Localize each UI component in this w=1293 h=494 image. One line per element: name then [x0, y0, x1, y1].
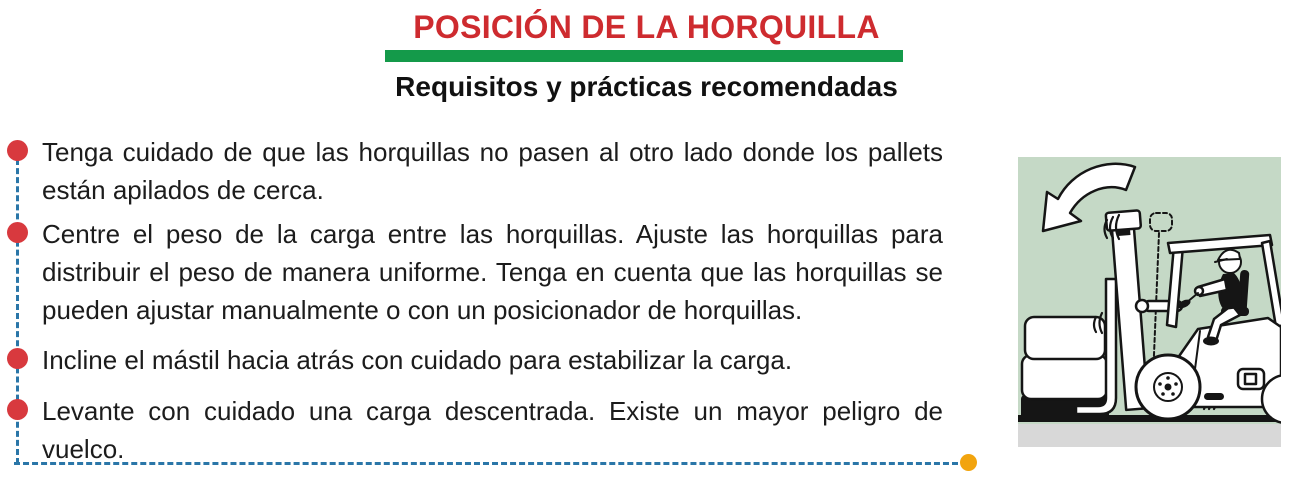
- bottom-dashed-line: [14, 462, 958, 465]
- bullet-item: [7, 215, 943, 329]
- line-end-dot-icon: [960, 454, 977, 471]
- bullet-item: [7, 392, 943, 468]
- bullet-text: Levante con cuidado una carga descentrada. Existe un mayor peligro de vuelco.: [42, 396, 943, 464]
- bullet-text: Centre el peso de la carga entre las horquillas. Ajuste las horquillas para distribuir el peso de manera uniforme. Tenga en cuenta que las horquillas se pueden ajustar manualmente o con un posicionador de horquillas.: [42, 219, 943, 325]
- bullet-dot-icon: [7, 348, 28, 369]
- bullet-dot-icon: [7, 140, 28, 161]
- title-underline-bar: [385, 50, 903, 62]
- bullet-item: [7, 133, 943, 209]
- bullet-item: [7, 341, 943, 379]
- front-wheel: [1136, 355, 1200, 419]
- bullet-dot-icon: [7, 399, 28, 420]
- bullet-text: Tenga cuidado de que las horquillas no pasen al otro lado donde los pallets están apilados de cerca.: [42, 137, 943, 205]
- illustration-floor: [1018, 424, 1281, 447]
- bullet-text: Incline el mástil hacia atrás con cuidado para estabilizar la carga.: [42, 345, 793, 375]
- page-subtitle: Requisitos y prácticas recomendadas: [395, 71, 898, 102]
- forklift-illustration: [1018, 157, 1281, 447]
- page-title: POSICIÓN DE LA HORQUILLA: [413, 9, 880, 45]
- bullet-dot-icon: [7, 222, 28, 243]
